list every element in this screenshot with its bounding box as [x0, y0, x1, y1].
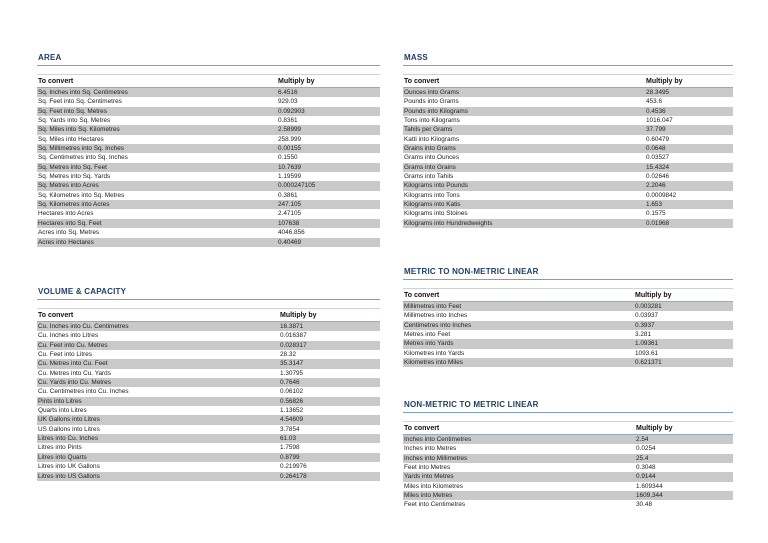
table-row: [37, 209, 380, 218]
conversion-table: [37, 88, 380, 247]
conversion-label: Kilograms into Stoines: [404, 210, 468, 218]
table-row: [37, 144, 380, 153]
conversion-label: Hectares into Acres: [38, 210, 94, 218]
table-header: [37, 311, 380, 322]
multiplier-value: 0.092903: [278, 107, 305, 115]
conversion-label: Acres into Hectares: [38, 238, 94, 246]
conversion-label: Katti into Kilograms: [404, 135, 460, 143]
column-header-multiply: Multiply by: [636, 425, 673, 432]
table-row: [403, 209, 733, 218]
multiplier-value: 0.3937: [635, 321, 655, 329]
conversion-label: Sq. Inches into Sq. Centimetres: [38, 89, 128, 96]
multiplier-value: 929.03: [278, 98, 298, 106]
column-header-convert: To convert: [404, 425, 440, 432]
conversion-label: Litres into Quarts: [38, 453, 87, 461]
section-title: VOLUME & CAPACITY: [37, 286, 380, 300]
conversion-label: Cu. Feet into Litres: [38, 351, 92, 359]
multiplier-value: 3.7854: [280, 425, 300, 433]
table-row: [403, 444, 733, 453]
table-row: [403, 339, 733, 348]
table-row: [37, 369, 380, 378]
table-row: [37, 191, 380, 200]
multiplier-value: 1.7598: [280, 444, 300, 452]
multiplier-value: 4046.856: [278, 229, 305, 237]
multiplier-value: 61.03: [280, 435, 296, 443]
conversion-label: Hectares into Sq. Feet: [38, 219, 102, 227]
multiplier-value: 1609.344: [636, 492, 663, 500]
section-title: NON-METRIC TO METRIC LINEAR: [403, 399, 733, 413]
conversion-label: Kilograms into Katis: [404, 201, 461, 209]
table-row: [403, 107, 733, 116]
table-row: [403, 482, 733, 491]
multiplier-value: 2.2046: [646, 182, 666, 190]
multiplier-value: 0.3048: [636, 464, 656, 472]
multiplier-value: 247.105: [278, 201, 302, 209]
multiplier-value: 0.40469: [278, 238, 302, 246]
multiplier-value: 0.03937: [635, 312, 659, 320]
multiplier-value: 0.02646: [646, 173, 670, 181]
multiplier-value: 6.4516: [278, 89, 298, 96]
conversion-label: Metres into Yards: [404, 340, 454, 348]
table-row: [403, 191, 733, 200]
conversion-label: Kilometres into Yards: [404, 349, 465, 357]
conversion-label: Millimetres into Feet: [404, 303, 462, 310]
multiplier-value: 10.7639: [278, 163, 302, 171]
conversion-label: Yards into Metres: [404, 473, 454, 481]
table-row: [403, 181, 733, 190]
multiplier-value: 0.8799: [280, 453, 300, 461]
table-header: [403, 424, 733, 435]
column-header-multiply: Multiply by: [646, 78, 683, 85]
conversion-label: Kilograms into Tons: [404, 191, 460, 199]
multiplier-value: 25.4: [636, 454, 649, 462]
table-row: [403, 144, 733, 153]
conversion-label: Sq. Yards into Sq. Metres: [38, 117, 111, 125]
table-row: [37, 116, 380, 125]
conversion-label: Litres into US Gallons: [38, 472, 100, 480]
conversion-label: Cu. Centimetres into Cu. Inches: [38, 388, 129, 396]
column-header-convert: To convert: [404, 78, 440, 85]
multiplier-value: 1.13652: [280, 407, 304, 415]
conversion-label: Cu. Inches into Litres: [38, 332, 99, 340]
column-header-multiply: Multiply by: [635, 292, 672, 299]
conversion-label: Cu. Yards into Cu. Metres: [38, 379, 111, 387]
conversion-label: Sq. Metres into Acres: [38, 182, 99, 190]
table-row: [37, 397, 380, 406]
section-title: AREA: [37, 52, 380, 66]
multiplier-value: 1.609344: [636, 482, 663, 490]
table-row: [403, 349, 733, 358]
multiplier-value: 0.03527: [646, 154, 670, 162]
conversion-label: Metres into Feet: [404, 331, 451, 339]
volume-section: [37, 286, 380, 481]
conversion-table: [37, 322, 380, 481]
column-header-convert: To convert: [38, 312, 74, 319]
table-row: [403, 302, 733, 311]
multiplier-value: 1016.047: [646, 117, 673, 125]
table-row: [403, 219, 733, 228]
section-title: METRIC TO NON-METRIC LINEAR: [403, 266, 733, 280]
conversion-label: Tahils per Grams: [404, 126, 453, 134]
multiplier-value: 0.00155: [278, 145, 302, 153]
conversion-label: Sq. Feet into Sq. Metres: [38, 107, 107, 115]
conversion-label: Sq. Metres into Sq. Feet: [38, 163, 107, 171]
table-row: [37, 462, 380, 471]
conversion-label: Ounces into Grams: [404, 89, 460, 96]
multiplier-value: 0.0648: [646, 145, 666, 153]
multiplier-value: 0.0254: [636, 445, 656, 453]
multiplier-value: 4.54609: [280, 416, 304, 424]
table-row: [37, 172, 380, 181]
conversion-label: Cu. Metres into Cu. Feet: [38, 360, 108, 368]
multiplier-value: 0.000247105: [278, 182, 316, 190]
multiplier-value: 1.30795: [280, 369, 304, 377]
multiplier-value: 0.003281: [635, 303, 662, 310]
multiplier-value: 28.32: [280, 351, 296, 359]
table-row: [403, 116, 733, 125]
multiplier-value: 0.9144: [636, 473, 656, 481]
table-row: [37, 378, 380, 387]
multiplier-value: 0.1575: [646, 210, 666, 218]
conversion-label: Inches into Metres: [404, 445, 457, 453]
multiplier-value: 16.3871: [280, 323, 304, 330]
multiplier-value: 2.58999: [278, 126, 302, 134]
conversion-label: Sq. Metres into Sq. Yards: [38, 173, 111, 181]
conversion-label: Grains into Grams: [404, 145, 456, 153]
conversion-label: Grams into Ounces: [404, 154, 460, 162]
multiplier-value: 0.028317: [280, 341, 307, 349]
table-row: [403, 330, 733, 339]
table-row: [403, 172, 733, 181]
table-row: [37, 97, 380, 106]
table-row: [37, 125, 380, 134]
conversion-label: Cu. Feet into Cu. Metres: [38, 341, 108, 349]
conversion-label: Sq. Kilometres into Sq. Metres: [38, 191, 125, 199]
conversion-table: [403, 435, 733, 510]
table-row: [403, 358, 733, 367]
conversion-label: Grams into Grains: [404, 163, 456, 171]
table-row: [37, 238, 380, 247]
conversion-label: Feet into Metres: [404, 464, 451, 472]
conversion-label: Feet into Centimetres: [404, 501, 466, 509]
table-row: [37, 331, 380, 340]
multiplier-value: 0.264178: [280, 472, 307, 480]
conversion-label: Sq. Miles into Hectares: [38, 135, 104, 143]
multiplier-value: 28.3495: [646, 89, 670, 96]
table-row: [37, 219, 380, 228]
column-header-multiply: Multiply by: [278, 78, 315, 85]
table-row: [403, 311, 733, 320]
table-row: [37, 359, 380, 368]
column-header-convert: To convert: [38, 78, 74, 85]
multiplier-value: 37.799: [646, 126, 666, 134]
table-row: [403, 88, 733, 97]
conversion-label: Acres into Sq. Metres: [38, 229, 100, 237]
conversion-label: Cu. Inches into Cu. Centimetres: [38, 323, 129, 330]
conversion-label: Sq. Kilometres into Acres: [38, 201, 110, 209]
table-row: [403, 491, 733, 500]
table-row: [403, 435, 733, 444]
multiplier-value: 1.653: [646, 201, 662, 209]
table-row: [37, 350, 380, 359]
mass-section: [403, 52, 733, 228]
column-header-convert: To convert: [404, 292, 440, 299]
table-row: [37, 88, 380, 97]
table-row: [403, 500, 733, 509]
multiplier-value: 0.4536: [646, 107, 666, 115]
conversion-label: Kilograms into Pounds: [404, 182, 468, 190]
table-row: [403, 200, 733, 209]
multiplier-value: 1.19599: [278, 173, 302, 181]
conversion-label: Sq. Miles into Sq. Kilometres: [38, 126, 120, 134]
table-row: [37, 406, 380, 415]
multiplier-value: 0.0009842: [646, 191, 677, 199]
conversion-label: Miles into Kilometres: [404, 482, 463, 490]
multiplier-value: 0.219976: [280, 463, 307, 471]
table-row: [37, 443, 380, 452]
conversion-label: Pints into Litres: [38, 397, 82, 405]
table-row: [37, 228, 380, 237]
table-row: [37, 453, 380, 462]
table-row: [403, 163, 733, 172]
conversion-label: Quarts into Litres: [38, 407, 87, 415]
conversion-label: Sq. Centimetres into Sq. Inches: [38, 154, 128, 162]
table-row: [403, 463, 733, 472]
section-title: MASS: [403, 52, 733, 66]
conversion-label: Millimetres into Inches: [404, 312, 468, 320]
table-row: [37, 322, 380, 331]
multiplier-value: 15.4324: [646, 163, 670, 171]
conversion-label: US Gallons into Litres: [38, 425, 100, 433]
multiplier-value: 2.54: [636, 436, 649, 443]
table-row: [37, 135, 380, 144]
area-section: [37, 52, 380, 247]
conversion-label: Inches into Millimetres: [404, 454, 468, 462]
nonmetric-to-metric-section: [403, 399, 733, 510]
conversion-label: Inches into Centimetres: [404, 436, 472, 443]
multiplier-value: 1.09361: [635, 340, 659, 348]
conversion-table: [403, 302, 733, 367]
table-row: [403, 125, 733, 134]
table-row: [37, 434, 380, 443]
table-row: [403, 321, 733, 330]
multiplier-value: 3.281: [635, 331, 651, 339]
conversion-label: Tons into Kilograms: [404, 117, 460, 125]
multiplier-value: 258.999: [278, 135, 302, 143]
table-row: [403, 472, 733, 481]
column-header-multiply: Multiply by: [280, 312, 317, 319]
conversion-label: Miles into Metres: [404, 492, 453, 500]
multiplier-value: 0.7646: [280, 379, 300, 387]
conversion-label: Pounds into Kilograms: [404, 107, 468, 115]
table-row: [37, 341, 380, 350]
multiplier-value: 0.1550: [278, 154, 298, 162]
multiplier-value: 107638: [278, 219, 300, 227]
table-header: [403, 291, 733, 302]
table-row: [37, 107, 380, 116]
multiplier-value: 35.3147: [280, 360, 304, 368]
table-row: [37, 163, 380, 172]
table-row: [37, 153, 380, 162]
table-row: [37, 425, 380, 434]
conversion-label: Sq. Millimetres into Sq. Inches: [38, 145, 124, 153]
conversion-label: Litres into Cu. Inches: [38, 435, 99, 443]
conversion-label: Kilograms into Hundredweights: [404, 219, 493, 227]
multiplier-value: 0.06102: [280, 388, 304, 396]
metric-to-nonmetric-section: [403, 266, 733, 367]
table-row: [37, 200, 380, 209]
table-row: [37, 387, 380, 396]
conversion-label: Litres into UK Gallons: [38, 463, 100, 471]
conversion-table: [403, 88, 733, 228]
conversion-label: Litres into Pints: [38, 444, 82, 452]
table-row: [37, 181, 380, 190]
table-header: [403, 77, 733, 88]
conversion-label: Centimetres into Inches: [404, 321, 472, 329]
table-row: [403, 97, 733, 106]
multiplier-value: 0.56826: [280, 397, 304, 405]
conversion-label: Pounds into Grams: [404, 98, 459, 106]
table-row: [403, 153, 733, 162]
multiplier-value: 0.01968: [646, 219, 670, 227]
table-row: [403, 454, 733, 463]
multiplier-value: 0.60479: [646, 135, 670, 143]
table-row: [37, 472, 380, 481]
table-row: [403, 135, 733, 144]
multiplier-value: 0.8361: [278, 117, 298, 125]
conversion-label: Kilometres into Miles: [404, 359, 463, 367]
multiplier-value: 0.3861: [278, 191, 298, 199]
table-row: [37, 415, 380, 424]
multiplier-value: 1093.61: [635, 349, 659, 357]
multiplier-value: 453.6: [646, 98, 662, 106]
conversion-label: Cu. Metres into Cu. Yards: [38, 369, 111, 377]
conversion-label: Sq. Feet into Sq. Centimetres: [38, 98, 122, 106]
table-header: [37, 77, 380, 88]
multiplier-value: 2.47105: [278, 210, 302, 218]
conversion-label: Grams into Tahils: [404, 173, 454, 181]
multiplier-value: 0.016387: [280, 332, 307, 340]
multiplier-value: 30.48: [636, 501, 652, 509]
conversion-label: UK Gallons into Litres: [38, 416, 100, 424]
multiplier-value: 0.621371: [635, 359, 662, 367]
